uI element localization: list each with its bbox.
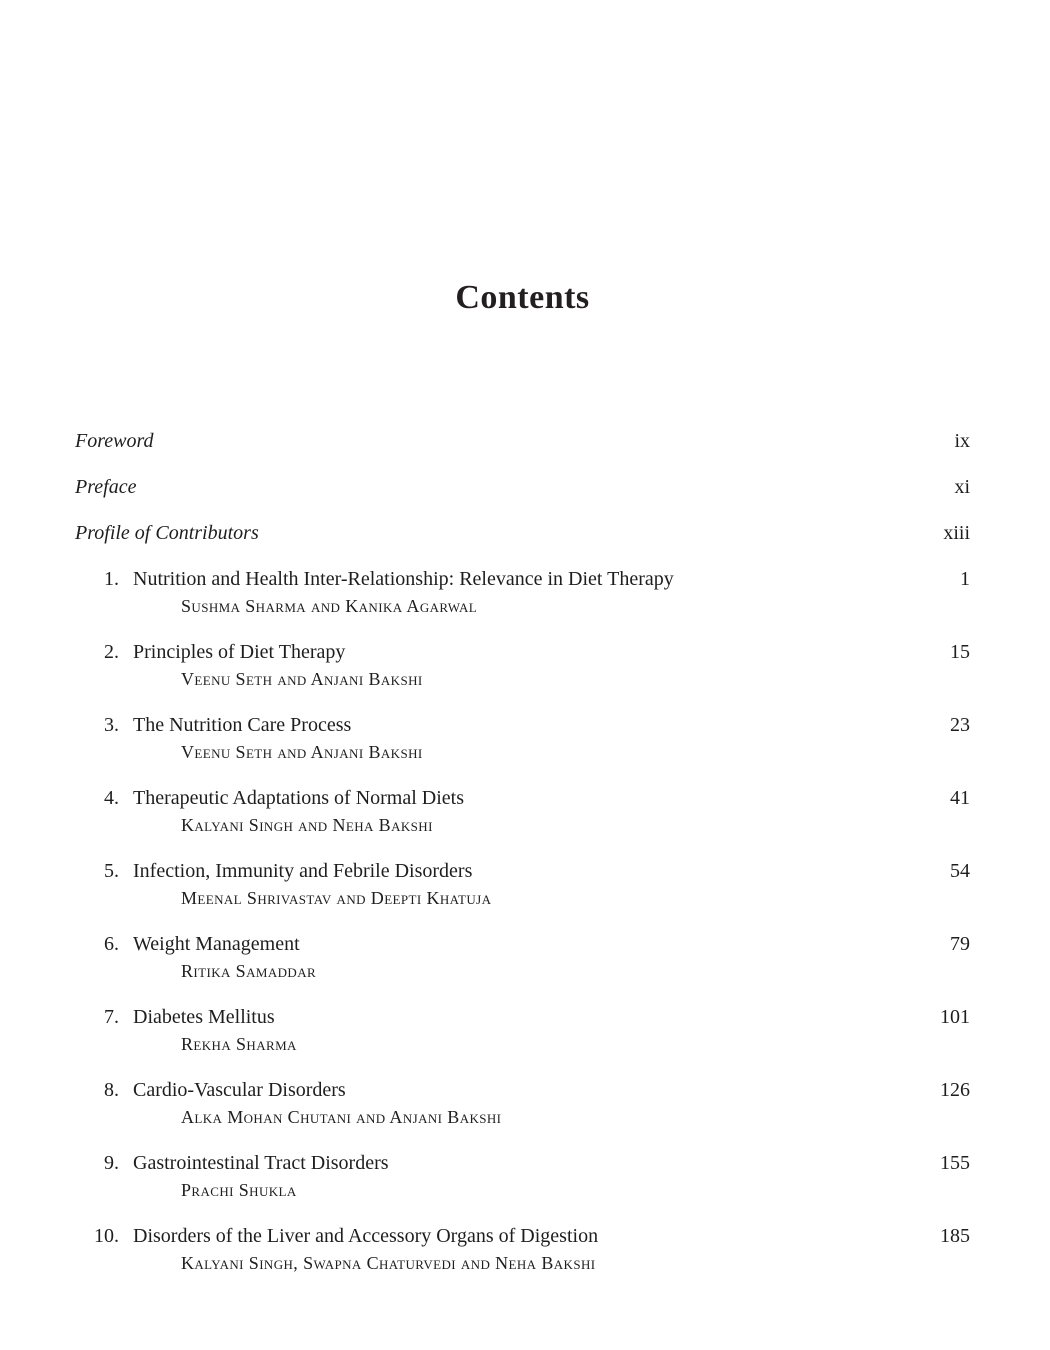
front-matter-label: Foreword [75, 430, 154, 452]
chapter-main [119, 1077, 924, 1129]
chapter-entry [75, 785, 970, 837]
chapter-title: Gastrointestinal Tract Disorders [133, 1152, 389, 1174]
chapter-title: Infection, Immunity and Febrile Disorders [133, 860, 473, 882]
chapter-entry [75, 639, 970, 691]
chapter-authors: Ritika Samaddar [181, 961, 317, 981]
chapter-main [119, 566, 944, 618]
front-matter-page-number: xiii [943, 522, 970, 544]
chapter-authors: Sushma Sharma and Kanika Agarwal [181, 596, 478, 616]
chapter-list [75, 566, 970, 1275]
chapter-authors: Rekha Sharma [181, 1034, 297, 1054]
chapter-page-number: 155 [940, 1152, 970, 1174]
chapter-number: 7. [104, 1006, 119, 1028]
chapter-number: 1. [104, 568, 119, 590]
chapter-entry [75, 1150, 970, 1202]
chapter-entry [75, 931, 970, 983]
chapter-authors: Meenal Shrivastav and Deepti Khatuja [181, 888, 492, 908]
chapter-entry [75, 566, 970, 618]
chapter-main [119, 1223, 924, 1275]
chapter-main [119, 1150, 924, 1202]
chapter-number: 8. [104, 1079, 119, 1101]
chapter-authors: Prachi Shukla [181, 1180, 297, 1200]
chapter-title: Weight Management [133, 933, 300, 955]
chapter-entry [75, 1223, 970, 1275]
chapter-main [119, 785, 934, 837]
chapter-page-number: 79 [950, 933, 970, 955]
chapter-authors: Alka Mohan Chutani and Anjani Bakshi [181, 1107, 502, 1127]
front-matter-label: Preface [75, 476, 137, 498]
chapter-number: 4. [104, 787, 119, 809]
chapter-main [119, 639, 934, 691]
chapter-page-number: 101 [940, 1006, 970, 1028]
chapter-page-number: 1 [960, 568, 970, 590]
chapter-title: Principles of Diet Therapy [133, 641, 346, 663]
chapter-entry [75, 712, 970, 764]
chapter-title: Diabetes Mellitus [133, 1006, 275, 1028]
chapter-page-number: 41 [950, 787, 970, 809]
chapter-number: 3. [104, 714, 119, 736]
chapter-main [119, 858, 934, 910]
chapter-main [119, 1004, 924, 1056]
front-matter-page-number: xi [954, 476, 970, 498]
page-title: Contents [455, 279, 590, 316]
chapter-authors: Kalyani Singh, Swapna Chaturvedi and Neha Bakshi [181, 1253, 596, 1273]
chapter-main [119, 931, 934, 983]
chapter-authors: Veenu Seth and Anjani Bakshi [181, 669, 423, 689]
front-matter-page-number: ix [954, 430, 970, 452]
front-matter-item [75, 520, 970, 546]
chapter-number: 10. [94, 1225, 119, 1247]
chapter-authors: Kalyani Singh and Neha Bakshi [181, 815, 433, 835]
chapter-entry [75, 1004, 970, 1056]
chapter-entry [75, 858, 970, 910]
chapter-page-number: 126 [940, 1079, 970, 1101]
chapter-title: Disorders of the Liver and Accessory Organs of Digestion [133, 1225, 599, 1247]
chapter-title: The Nutrition Care Process [133, 714, 352, 736]
chapter-title: Therapeutic Adaptations of Normal Diets [133, 787, 465, 809]
chapter-number: 9. [104, 1152, 119, 1174]
chapter-title: Cardio-Vascular Disorders [133, 1079, 346, 1101]
chapter-page-number: 23 [950, 714, 970, 736]
chapter-entry [75, 1077, 970, 1129]
chapter-authors: Veenu Seth and Anjani Bakshi [181, 742, 423, 762]
chapter-page-number: 185 [940, 1225, 970, 1247]
front-matter-item [75, 474, 970, 500]
front-matter-list [75, 428, 970, 546]
chapter-page-number: 54 [950, 860, 970, 882]
chapter-number: 5. [104, 860, 119, 882]
chapter-title: Nutrition and Health Inter-Relationship: Relevance in Diet Therapy [133, 568, 674, 590]
chapter-number: 6. [104, 933, 119, 955]
chapter-number: 2. [104, 641, 119, 663]
chapter-main [119, 712, 934, 764]
front-matter-item [75, 428, 970, 454]
chapter-page-number: 15 [950, 641, 970, 663]
front-matter-label: Profile of Contributors [75, 522, 259, 544]
